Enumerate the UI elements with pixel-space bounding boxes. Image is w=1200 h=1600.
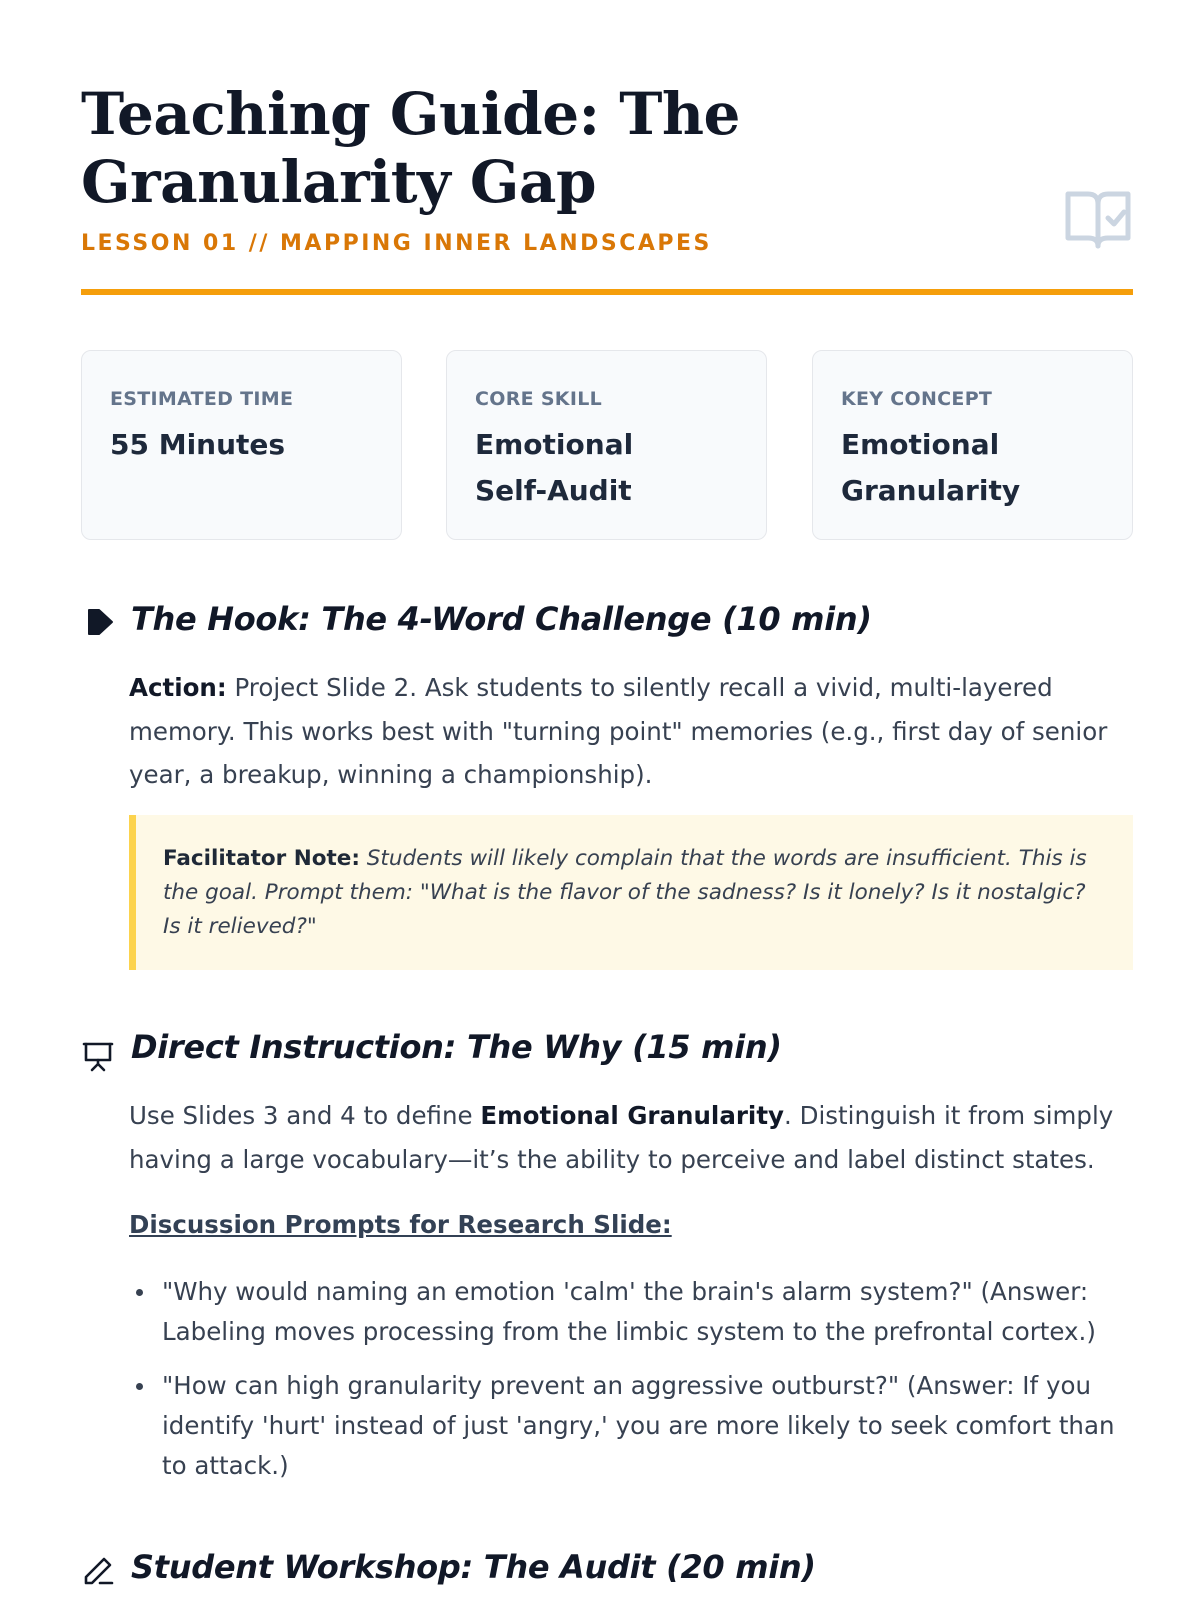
instruction-text: . Distinguish it from simply having a large vocabulary—it’s the ability to perceive and label distinct states. [129, 1101, 1114, 1174]
section-title-workshop: Student Workshop: The Audit (20 min) [131, 1548, 816, 1586]
play-icon [85, 607, 115, 637]
stat-card-concept [812, 350, 1133, 540]
list-item: "How can high granularity prevent an aggressive outburst?" (Answer: If you identify 'hurt' instead of just 'angry,' you are more likely to seek comfort than to attack.) [129, 1366, 1139, 1486]
stat-card-time [81, 350, 402, 540]
facilitator-note [129, 815, 1133, 970]
book-check-icon [1064, 188, 1132, 250]
section-title-hook: The Hook: The 4-Word Challenge (10 min) [131, 600, 872, 638]
note-text: Students will likely complain that the words are insufficient. This is the goal. Prompt them: "What is the flavor of the sadness? Is it lonely? Is it nostalgic? Is it relieved?" [163, 846, 1087, 939]
section-title-instruction: Direct Instruction: The Why (15 min) [131, 1028, 782, 1066]
stat-value: Emotional Self-Audit [475, 428, 634, 507]
list-item: "Why would naming an emotion 'calm' the brain's alarm system?" (Answer: Labeling moves processing from the limbic system to the prefrontal cortex.) [129, 1272, 1139, 1352]
action-text: Project Slide 2. Ask students to silently recall a vivid, multi-layered memory. This works best with "turning point" memories (e.g., first day of senior year, a breakup, winning a championship). [129, 673, 1108, 789]
stat-card-skill [446, 350, 767, 540]
action-label: Action: [129, 673, 227, 702]
discussion-prompts-list [129, 1272, 1139, 1500]
header-divider [81, 289, 1133, 295]
page-title: Teaching Guide: The Granularity Gap [81, 80, 740, 216]
instruction-key-term: Emotional Granularity [480, 1101, 785, 1130]
instruction-paragraph [129, 1094, 1134, 1181]
discussion-prompts-heading: Discussion Prompts for Research Slide: [129, 1210, 672, 1239]
stat-label: ESTIMATED TIME [110, 388, 294, 410]
presentation-icon [82, 1040, 114, 1072]
instruction-text: Use Slides 3 and 4 to define [129, 1101, 481, 1130]
stat-value: Emotional Granularity [841, 428, 1021, 507]
stat-label: KEY CONCEPT [841, 388, 993, 410]
stat-label: CORE SKILL [475, 388, 603, 410]
hook-action-paragraph [129, 666, 1134, 797]
pencil-icon [82, 1555, 114, 1587]
note-label: Facilitator Note: [163, 846, 360, 871]
stat-value: 55 Minutes [110, 428, 286, 461]
lesson-subtitle: LESSON 01 // MAPPING INNER LANDSCAPES [81, 231, 712, 256]
